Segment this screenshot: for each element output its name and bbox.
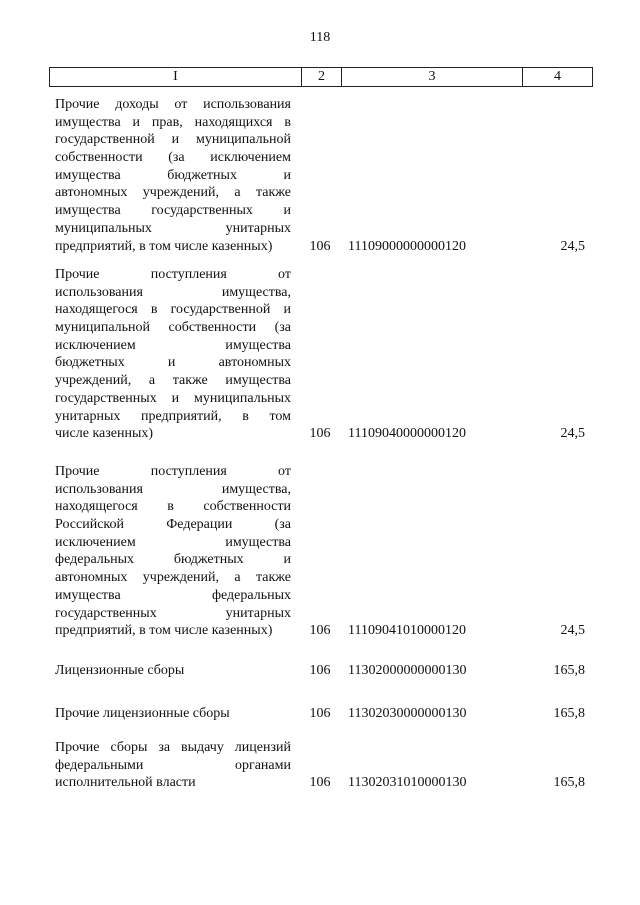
description-line: имущества государственных и [55,203,291,219]
description-line: учреждений, а также имущества [55,373,291,389]
description-line: автономных учреждений, а также [55,570,291,586]
amount-value: 165,8 [553,775,585,791]
header-col-1: I [50,68,302,86]
description-line: имущества федеральных [55,587,291,603]
description-line: предприятий, в том числе казенных) [55,623,273,639]
description-line: находящегося в государственной и [55,302,291,318]
kbk-code: 11302031010000130 [348,775,467,791]
description-line: бюджетных и автономных [55,355,291,371]
description-line: муниципальных унитарных [55,220,291,236]
row-description [55,705,291,723]
description-line: федеральных бюджетных и [55,552,291,568]
description-line: Прочие лицензионные сборы [55,706,230,721]
description-line: собственности (за исключением [55,150,291,166]
amount-value: 24,5 [560,426,585,442]
header-col-2: 2 [302,68,342,86]
description-line: использования имущества, [55,481,291,497]
description-line: использования имущества, [55,284,291,300]
page-number: 118 [309,30,331,45]
kbk-code: 11109000000000120 [348,238,466,254]
description-line: имущества и прав, находящихся в [55,114,291,130]
description-line: находящегося в собственности [55,499,291,515]
description-line: Прочие поступления от [55,267,291,282]
kbk-code: 11302030000000130 [348,706,467,721]
description-line: Прочие сборы за выдачу лицензий [55,740,291,755]
header-col-4: 4 [554,69,561,84]
description-line: автономных учреждений, а также [55,185,291,201]
row-description [55,662,291,680]
admin-code: 106 [309,706,331,721]
admin-code: 106 [309,238,331,254]
description-line: предприятий, в том числе казенных) [55,238,273,254]
description-line: государственной и муниципальной [55,132,291,148]
amount-value: 24,5 [560,238,585,254]
description-line: исполнительной власти [55,775,196,791]
row-description [55,266,291,443]
row-description [55,463,291,640]
amount-value: 165,8 [553,663,585,678]
kbk-code: 11302000000000130 [348,663,467,678]
description-line: федеральными органами [55,757,291,773]
admin-code: 106 [309,775,331,791]
description-line: Российской Федерации (за [55,517,291,533]
description-line: числе казенных) [55,426,154,442]
description-line: Прочие доходы от использования [55,97,291,112]
kbk-code: 11109041010000120 [348,623,466,639]
table-header [49,67,593,87]
description-line: муниципальной собственности (за [55,320,291,336]
description-line: унитарных предприятий, в том [55,408,291,424]
header-col-3: 3 [342,68,523,86]
description-line: Прочие поступления от [55,464,291,479]
description-line: исключением имущества [55,337,291,353]
description-line: имущества бюджетных и [55,167,291,183]
amount-value: 24,5 [560,623,585,639]
description-line: государственных и муниципальных [55,390,291,406]
row-description [55,96,291,255]
admin-code: 106 [309,663,331,678]
description-line: исключением имущества [55,534,291,550]
admin-code: 106 [309,426,331,442]
description-line: Лицензионные сборы [55,663,185,678]
admin-code: 106 [309,623,331,639]
description-line: государственных унитарных [55,605,291,621]
row-description [55,739,291,792]
kbk-code: 11109040000000120 [348,426,466,442]
amount-value: 165,8 [553,706,585,721]
